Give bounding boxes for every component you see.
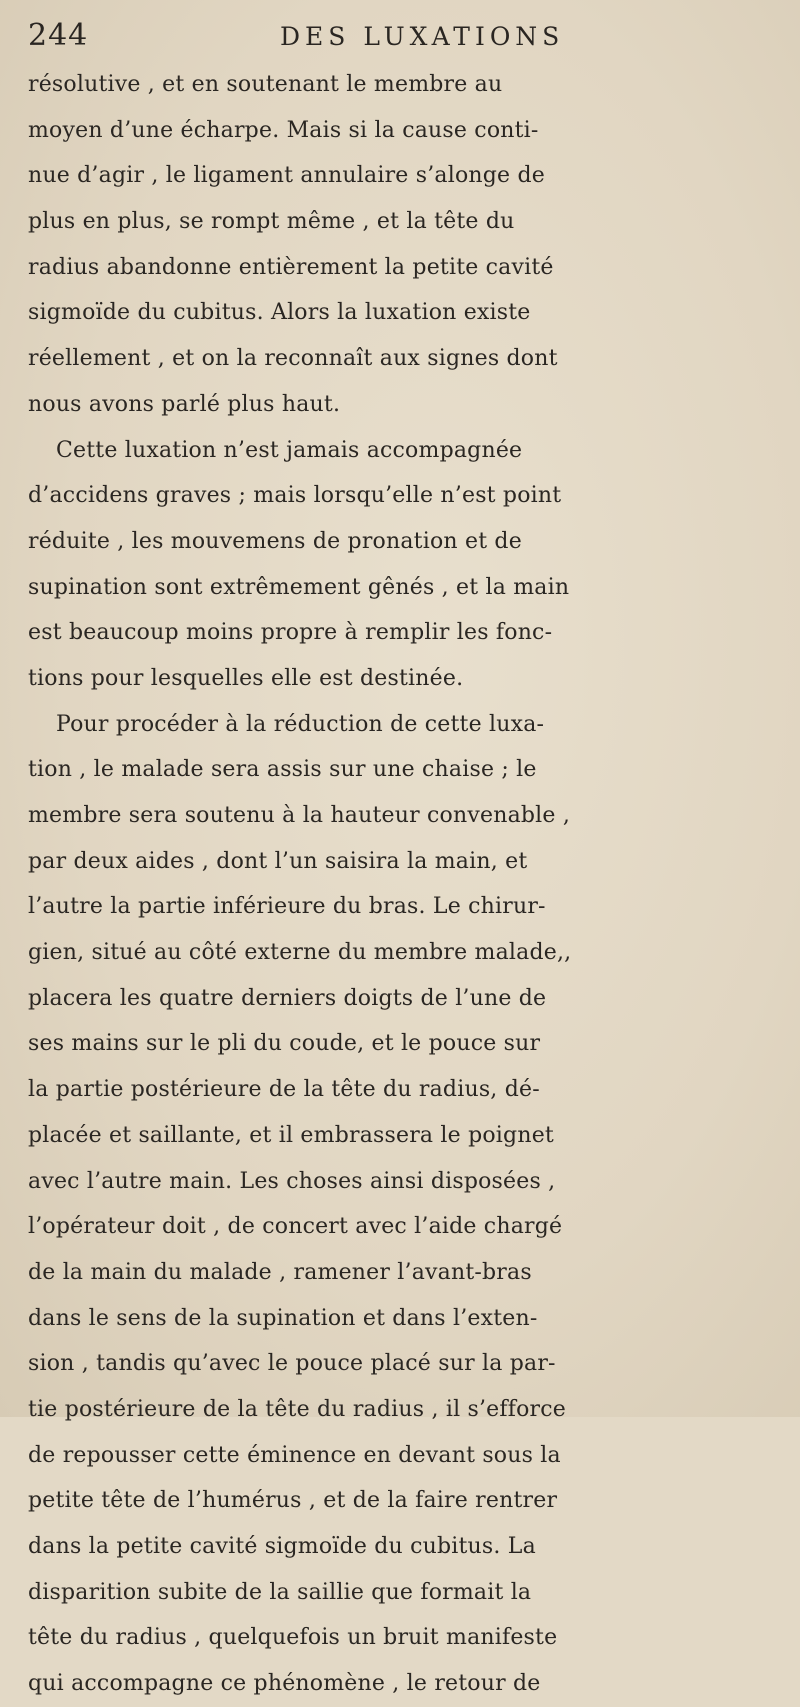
text-line: sigmoïde du cubitus. Alors la luxation existe [28,300,531,326]
text-line: sion , tandis qu’avec le pouce placé sur la par- [28,1351,556,1377]
text-line: par deux aides , dont l’un saisira la main, et [28,848,528,874]
text-line: petite tête de l’humérus , et de la faire rentrer [28,1488,558,1514]
text-line: est beaucoup moins propre à remplir les fonc- [28,620,553,646]
text-line: tion , le malade sera assis sur une chaise ; le [28,757,537,783]
text-line: tie postérieure de la tête du radius , il s’efforce [28,1396,566,1422]
text-line: dans le sens de la supination et dans l’exten- [28,1305,538,1331]
text-line: qui accompagne ce phénomène , le retour de [28,1671,541,1697]
text-line: ses mains sur le pli du coude, et le pouce sur [28,1031,541,1057]
text-line: moyen d’une écharpe. Mais si la cause conti- [28,117,539,143]
text-line: réellement , et on la reconnaît aux signes dont [28,346,558,372]
text-line: dans la petite cavité sigmoïde du cubitus. La [28,1534,536,1559]
text-line: la partie postérieure de la tête du radius, dé- [28,1077,540,1103]
page-number: 244 [28,18,89,53]
running-title: DES LUXATIONS [280,22,565,51]
text-line: plus en plus, se rompt même , et la tête du [28,209,515,235]
text-line: supination sont extrêmement gênés , et la main [28,574,570,600]
text-line: placée et saillante, et il embrassera le poignet [28,1122,554,1148]
text-line: tions pour lesquelles elle est destinée. [28,665,464,691]
text-line: réduite , les mouvemens de pronation et de [28,528,522,554]
text-line: disparition subite de la saillie que formait la [28,1579,532,1605]
text-line: Cette luxation n’est jamais accompagnée [56,437,523,463]
text-line: l’opérateur doit , de concert avec l’aide chargé [28,1214,563,1240]
text-line: gien, situé au côté externe du membre malade,, [28,940,572,966]
text-line: nue d’agir , le ligament annulaire s’alonge de [28,163,545,189]
text-line: membre sera soutenu à la hauteur convenable , [28,803,571,828]
text-line: radius abandonne entièrement la petite cavité [28,254,554,280]
text-line: de repousser cette éminence en devant sous la [28,1442,561,1468]
page-header [28,12,768,56]
text-line: avec l’autre main. Les choses ainsi disposées , [28,1168,556,1194]
text-line: tête du radius , quelquefois un bruit manifeste [28,1625,558,1651]
text-line: nous avons parlé plus haut. [28,391,341,417]
text-line: l’autre la partie inférieure du bras. Le chirur- [28,894,546,920]
text-line: Pour procéder à la réduction de cette luxa- [56,711,545,737]
text-line: placera les quatre derniers doigts de l’une de [28,985,547,1011]
text-line: de la main du malade , ramener l’avant-bras [28,1259,532,1285]
text-line: résolutive , et en soutenant le membre au [28,72,503,97]
body-text [28,62,788,1707]
text-line: d’accidens graves ; mais lorsqu’elle n’est point [28,483,562,509]
